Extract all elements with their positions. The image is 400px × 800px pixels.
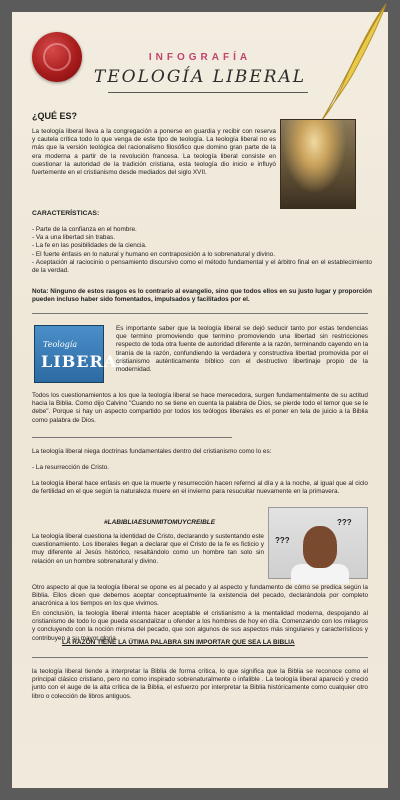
list-item: - Va a una libertad sin trabas. (32, 234, 116, 242)
section3-paragraph4: Otro aspecto al que la teología liberal se opone es al pecado y al aspecto y fundamento de cómo se predica según la Biblia. Ellos dicen que debemos aceptar conceptualmente la existencia del pecado, declarándola por completo anacrónica a los tiempos en los que vivimos. (32, 584, 368, 608)
divider (32, 313, 368, 314)
section2-paragraph1: Es importante saber que la teología liberal se dejó seducir tanto por estas tendencias que termino promoviendo que termino promoviendo una libertad sin restricciones respecto de toda otra fuente de autoridad diferente a la razón, terminando cayendo en la tiranía de la razón, confundiendo la verdadera y constructiva libertad promovida por el cristianismo auténticamente bíblico con el destructivo libertinaje propio de la modernidad. (116, 325, 368, 374)
note-paragraph: Nota: Ninguno de estos rasgos es lo contrario al evangelio, sino que todos ellos en su justo lugar y proporción pueden incluso haber sido fomentados, impulsados y facilitados por el. (32, 288, 372, 304)
intro-paragraph: La teología liberal lleva a la congregación a ponerse en guardia y recibir con reserva y cautela crítica todo lo que venga de este tipo de teología. La teología liberal no es más que la versión teológica del racionalismo filosófico que domino gran parte de la era moderna a partir de la revolución francesa. La teología liberal consiste en cuestionar la autoridad de la tradición cristiana, esta teología dio inicio e influyó fuertemente en el cristianismo desde mediados del siglo XVII. (32, 128, 276, 177)
highlight-statement: LA RAZÓN TIENE LA ÚTIMA PALABRA SIN IMPORTAR QUE SEA LA BIBLIA (62, 639, 295, 646)
hashtag-label: #LABIBLIAESUNMITOMUYCREIBLE (104, 519, 216, 526)
meme-question-marks: ??? (337, 518, 352, 527)
list-item: - El fuerte énfasis en lo natural y humano en contraposición a lo sobrenatural y divino. (32, 250, 275, 258)
divider (32, 437, 232, 438)
features-list (32, 226, 372, 275)
section3-item: - La resurrección de Cristo. (32, 464, 110, 471)
title-underline (108, 92, 308, 93)
section2-paragraph2: Todos los cuestionamientos a los que la teología liberal se hace merecedora, surgen fundamentalmente de su actitud hacia la Biblia. Como dijo Calvino "Cuando no se tiene en cuenta la palabra de Dios, se pierde todo el temor que se le debe". Porque si hay un aspecto compartido por todos los teólogos liberales es el poner en tela de juicio a la Biblia como palabra de Dios. (32, 392, 368, 424)
teologia-liberal-book-image (34, 325, 130, 383)
list-item: - Aceptación al raciocinio o pensamiento discursivo como el método fundamental y el árbitro final en el establecimiento de la verdad. (32, 258, 372, 275)
infographic-paper (12, 12, 388, 788)
section3-paragraph2: La teología liberal hace enfasis en que la muerte y resurrección hacen refernci al día y a la noche, al igual que al ciclo de fertilidad en el que según la naturaleza muere en el invierno para resucuitar nuevamente en la primavera. (32, 480, 368, 496)
divider (32, 657, 368, 658)
list-item: - Parte de la confianza en el hombre. (32, 226, 137, 233)
section3-paragraph5: En conclusión, la teología liberal intenta hacer aceptable el cristianismo a la mentalidad moderna, despojando al cristianismo de todo lo que pueda escandalizar u ofender a los hombres de hoy en día. Comenzando con los milagros y concluyendo con la noción misma del pecado, que son algunos de sus aspectos más singulares y característicos y contribuyen a su mayor gloria. (32, 610, 368, 642)
section4-paragraph: la teología liberal tiende a interpretar la Biblia de forma crítica, lo que significa que la Biblia se reconoce como el principal clásico cristiano, pero no como inspirado sobrenaturalmente o infalible . La teología liberal apareció y creció junto con el auge de la alta crítica de la Biblia, el esfuerzo por interpretar la Biblia históricamente como cualquier otro libro o colección de libros antiguos. (32, 668, 368, 700)
section-heading-que-es: ¿QUÉ ES? (32, 111, 78, 121)
features-heading: CARACTERÍSTICAS: (32, 210, 100, 217)
list-item: - La fe en las posibilidades de la ciencia. (32, 242, 147, 250)
liberty-painting-image (280, 119, 356, 209)
meme-image (268, 507, 368, 579)
section3-paragraph1: La teología liberal niega doctrinas fundamentales dentro del cristianismo como lo es: (32, 448, 272, 455)
section3-paragraph3: La teología liberal cuestiona la identidad de Cristo, declarando y sustentando este cuestionamiento. Los liberales llegan a declarar que el Cristo de la fe es ficticio y muy diferente al Jesús histórico, resaltándolo como un hombre tan solo sin relación en un hombre sobrenatural y divino. (32, 533, 264, 565)
book-cover-line2: LIBERAL (41, 352, 130, 371)
header-kicker: INFOGRAFÍA (148, 52, 252, 63)
meme-question-marks: ??? (275, 536, 290, 545)
page-title: TEOLOGÍA LIBERAL (93, 67, 307, 87)
book-cover-line1: Teología (43, 340, 78, 349)
